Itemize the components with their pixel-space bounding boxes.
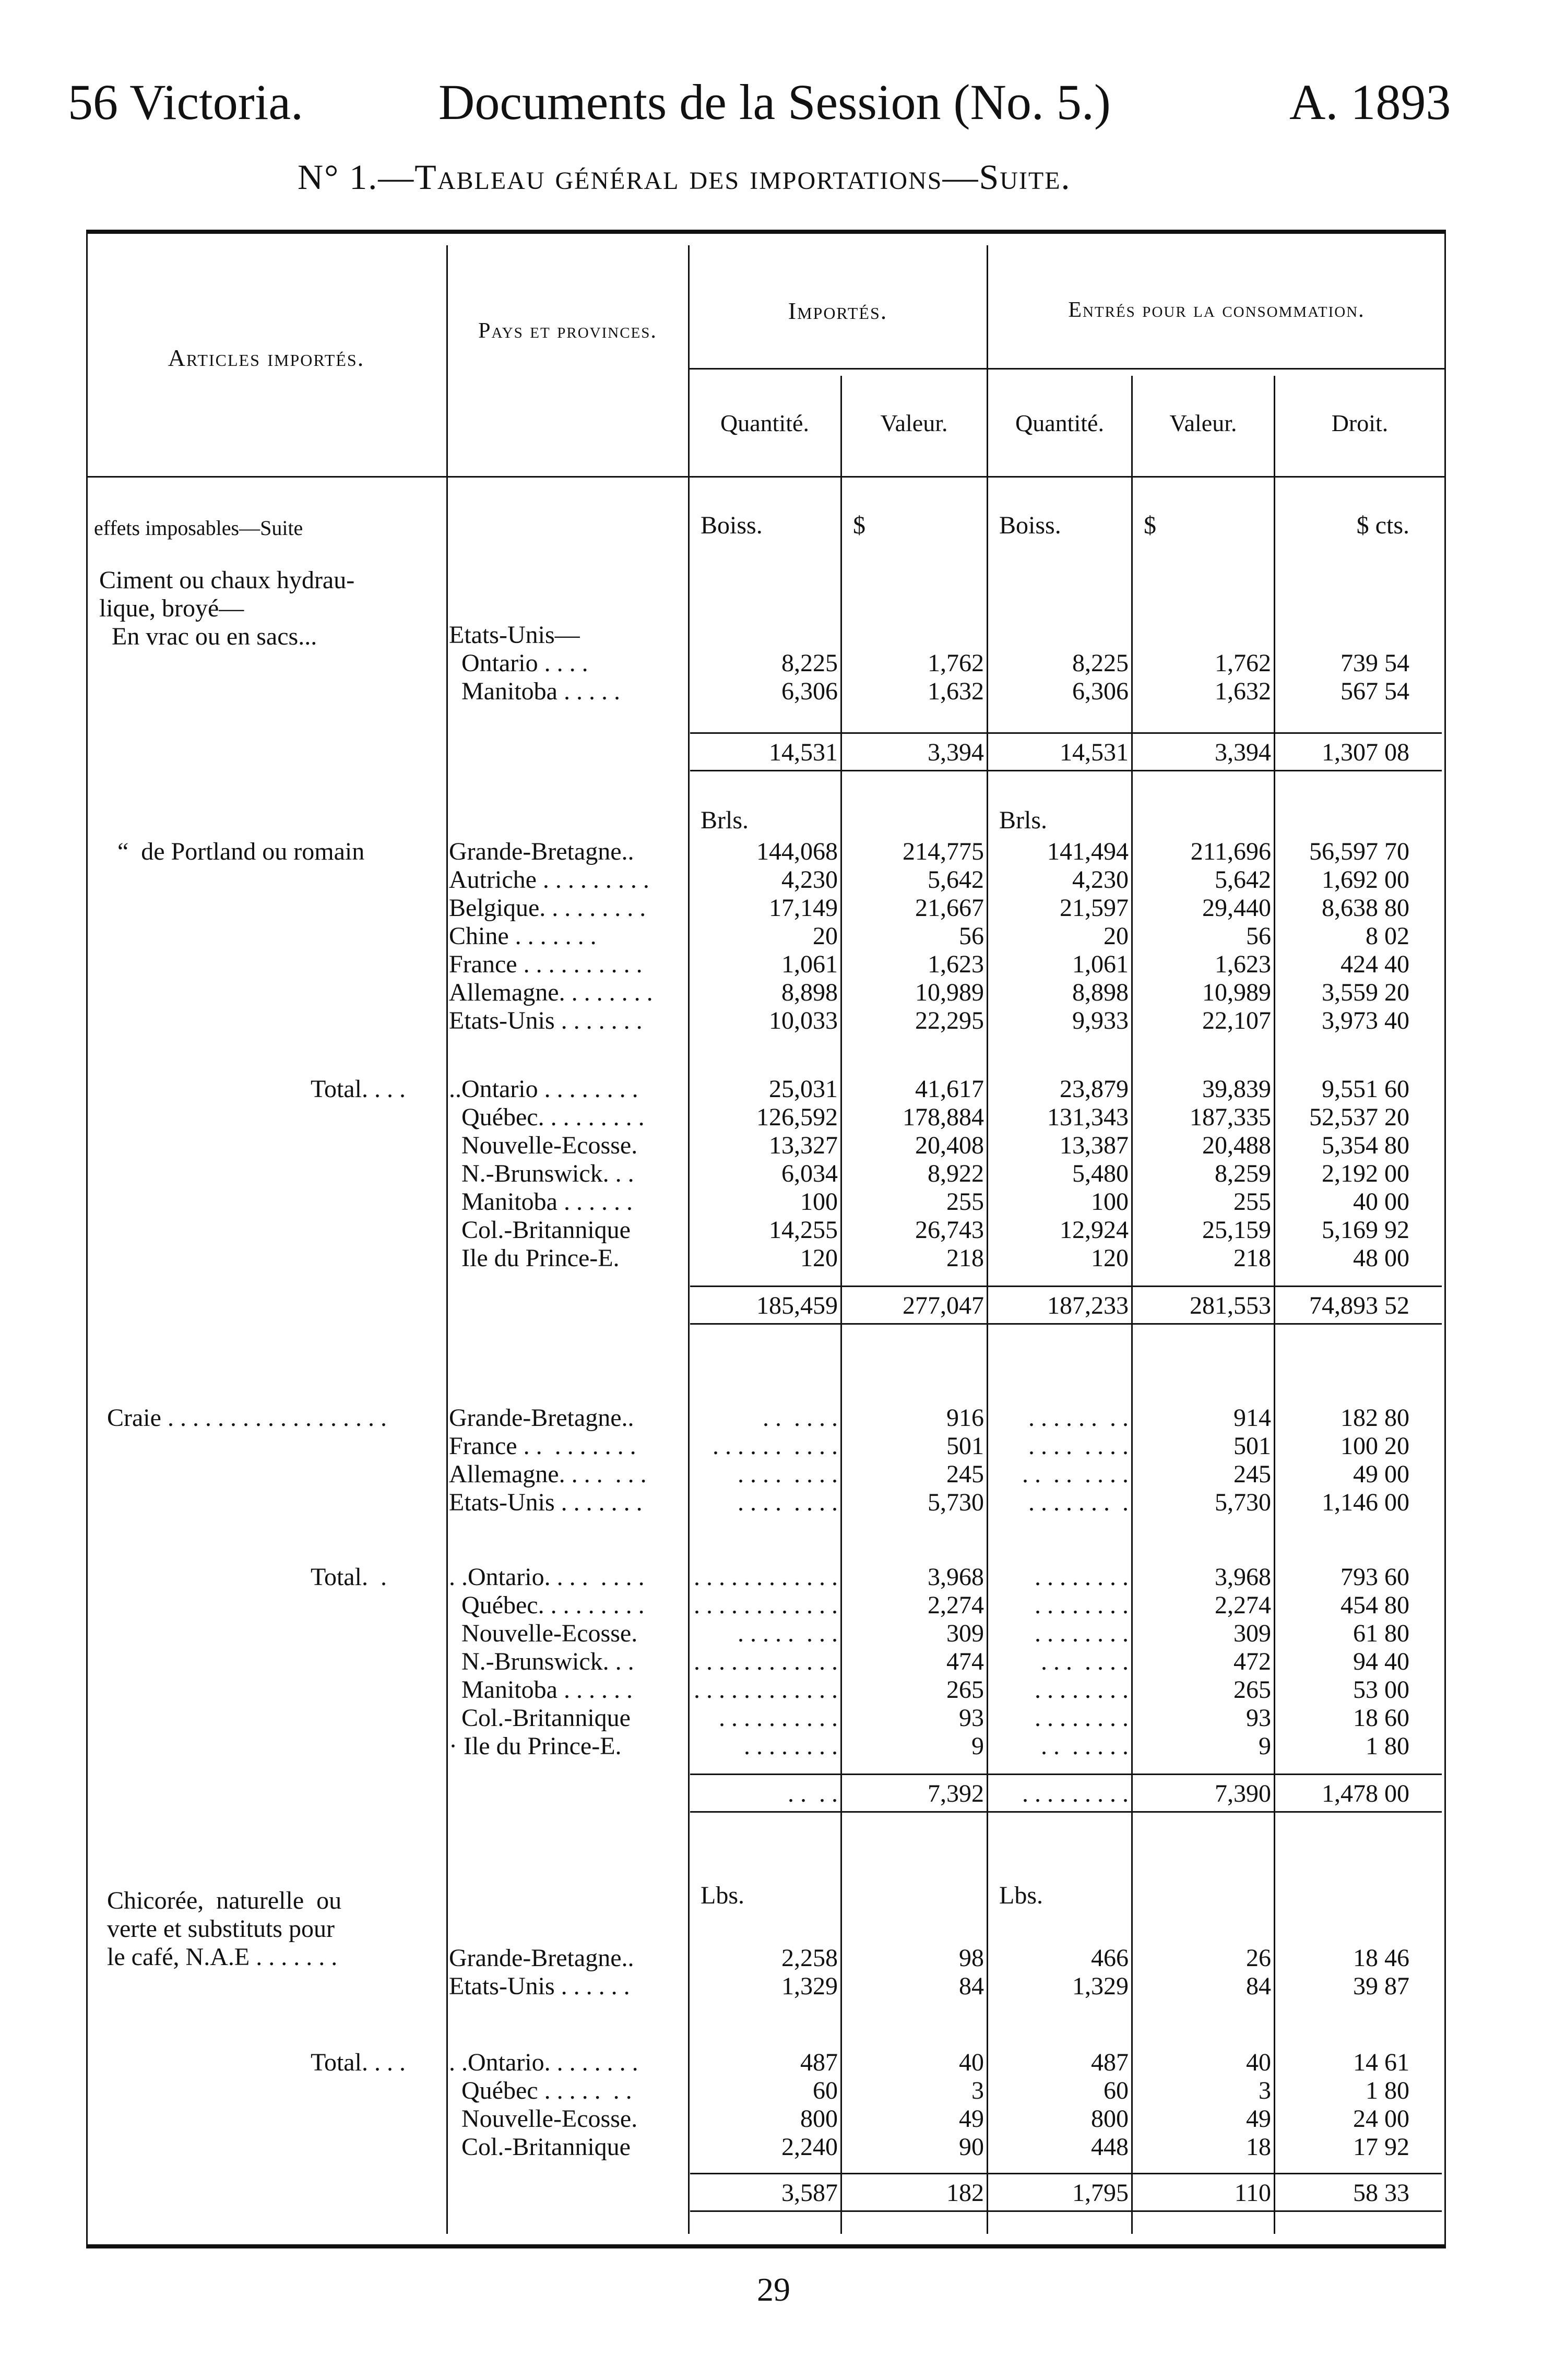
unit-label: Brls. [999,806,1048,834]
row-pays: Belgique. . . . . . . . . [449,894,646,922]
total-row-value: 93 [959,1704,984,1732]
total-row-value: 265 [1233,1676,1271,1704]
total-row-value: . . . . . . . . [744,1732,838,1760]
total-row-value: 9 [971,1732,984,1760]
total-row-value: 90 [959,2133,984,2161]
table-title: N° 1.—Tableau général des importations—Suite. [298,157,1071,197]
total-row-value: 18 [1246,2133,1271,2161]
total-value: 1,307 08 [1322,739,1409,766]
total-value: 3,394 [1215,739,1271,766]
col-sep [1131,376,1133,2234]
row-value: 8,225 [781,649,838,677]
row-value: 22,295 [915,1007,984,1034]
total-row-value: 40 [1246,2049,1271,2076]
total-row-value: 40 [959,2049,984,2076]
row-value: 10,033 [769,1007,838,1034]
total-row-value: 2,192 00 [1322,1160,1409,1187]
total-row-value: 120 [800,1244,838,1272]
total-value: 277,047 [903,1292,984,1319]
total-row-value: 2,274 [928,1591,984,1619]
total-row-value: 20,408 [915,1132,984,1159]
row-value: 21,597 [1060,894,1129,922]
row-value: 182 80 [1341,1404,1409,1432]
page-number: 29 [757,2271,790,2308]
total-row-value: . . . . . . . . [1035,1620,1129,1647]
article-name: Craie . . . . . . . . . . . . . . . . . . [107,1404,387,1432]
total-row-value: 309 [946,1620,984,1647]
row-value: . . . . . . . . [1028,1489,1129,1516]
total-rule [690,1286,1442,1287]
row-pays: Manitoba . . . . . [449,677,620,705]
total-row-value: 20,488 [1202,1132,1271,1159]
total-value: 1,478 00 [1322,1780,1409,1807]
total-row-value: 126,592 [756,1103,838,1131]
row-pays: France . . . . . . . . . . [449,950,643,978]
total-row-value: 9,551 60 [1322,1075,1409,1103]
total-row-pays: Nouvelle-Ecosse. [449,1620,638,1647]
row-value: 1,692 00 [1322,866,1409,894]
row-value: 29,440 [1202,894,1271,922]
header-left: 56 Victoria. [68,74,304,130]
total-row-value: 17 92 [1353,2133,1409,2161]
total-label: Total. . . . [311,2049,406,2076]
row-value: 6,306 [781,677,838,705]
col-valeur: Valeur. [880,410,948,436]
total-row-value: 13,387 [1060,1132,1129,1159]
row-value: 466 [1091,1944,1129,1972]
total-row-value: 474 [946,1648,984,1675]
left-rule [86,230,88,2248]
col-sep [446,245,448,2234]
row-value: 245 [1233,1460,1271,1488]
total-row-value: 8,922 [928,1160,984,1187]
total-row-value: 487 [1091,2049,1129,2076]
col-quantite: Quantité. [720,410,809,436]
total-row-value: 41,617 [915,1075,984,1103]
total-row-pays: Ile du Prince-E. [449,1244,620,1272]
total-row-value: 53 00 [1353,1676,1409,1704]
row-value: 1,623 [928,950,984,978]
total-row-value: 487 [800,2049,838,2076]
total-row-value: 100 [1091,1188,1129,1216]
row-pays: Autriche . . . . . . . . . [449,866,649,894]
total-row-value: 472 [1233,1648,1271,1675]
total-row-value: 40 00 [1353,1188,1409,1216]
row-value: . . . . . . [763,1404,838,1432]
total-row-pays: Manitoba . . . . . . [449,1188,633,1216]
row-value: 5,730 [1215,1489,1271,1516]
total-row-value: 178,884 [903,1103,984,1131]
total-row-value: 14 61 [1353,2049,1409,2076]
total-row-value: . . . . . . . [1041,1648,1129,1675]
col-entres: Entrés pour la consommation. [1068,298,1365,322]
total-row-value: 24 00 [1353,2105,1409,2133]
unit-label: $ [853,511,865,539]
total-row-value: 49 [1246,2105,1271,2133]
row-value: 501 [946,1432,984,1460]
total-value: 74,893 52 [1309,1292,1409,1319]
col-sep [840,376,842,2234]
total-row-value: 60 [813,2077,838,2104]
total-row-value: 25,031 [769,1075,838,1103]
total-rule [690,1323,1442,1325]
total-row-value: 25,159 [1202,1216,1271,1244]
col-pays: Pays et provinces. [478,319,657,343]
row-value: 916 [946,1404,984,1432]
row-value: 20 [1104,922,1129,950]
total-row-pays: ..Ontario . . . . . . . . [449,1075,638,1103]
row-value: 501 [1233,1432,1271,1460]
row-value: 56 [1246,922,1271,950]
total-row-value: . . . . . . . . [1035,1591,1129,1619]
total-row-value: . . . . . . . . [1035,1563,1129,1591]
total-value: 187,233 [1047,1292,1129,1319]
row-value: 5,642 [1215,866,1271,894]
total-row-value: 3 [1259,2077,1271,2104]
total-row-pays: Manitoba . . . . . . [449,1676,633,1704]
total-row-value: 218 [946,1244,984,1272]
row-pays: Chine . . . . . . . [449,922,597,950]
row-value: 5,730 [928,1489,984,1516]
col-valeur-2: Valeur. [1169,410,1237,436]
total-row-value: 255 [1233,1188,1271,1216]
row-value: 4,230 [781,866,838,894]
total-value: 7,392 [928,1780,984,1807]
total-row-value: 3 [971,2077,984,2104]
total-row-value: 1 80 [1366,1732,1409,1760]
total-row-value: 454 80 [1341,1591,1409,1619]
row-value: 1,762 [928,649,984,677]
row-value: 5,642 [928,866,984,894]
total-row-pays: Québec. . . . . . . . . [449,1103,645,1131]
row-value: 8 02 [1366,922,1409,950]
total-row-value: 800 [800,2105,838,2133]
total-row-value: . . . . . . . . . . . . [694,1591,838,1619]
row-value: . . . . . . . . . . [713,1432,838,1460]
total-value: 185,459 [756,1292,838,1319]
total-row-value: . . . . . . . . . . . . [694,1676,838,1704]
row-value: 3,559 20 [1322,979,1409,1006]
total-row-value: 800 [1091,2105,1129,2133]
section-heading: effets imposables—Suite [94,516,303,540]
row-value: 6,306 [1072,677,1129,705]
row-value: 1,061 [1072,950,1129,978]
unit-label: Brls. [701,806,749,834]
total-row-value: 14,255 [769,1216,838,1244]
total-row-pays: · Ile du Prince-E. [449,1732,622,1760]
total-value: 281,553 [1190,1292,1271,1319]
article-name: Chicorée, naturelle ou verte et substituts pour le café, N.A.E . . . . . . . [107,1887,342,1971]
unit-label: Lbs. [701,1882,744,1909]
total-row-pays: Nouvelle-Ecosse. [449,1132,638,1159]
row-pays: Ontario . . . . [449,649,588,677]
unit-label: Boiss. [999,511,1061,539]
total-row-value: 448 [1091,2133,1129,2161]
row-value: 26 [1246,1944,1271,1972]
unit-label: $ [1144,511,1156,539]
total-row-value: 39,839 [1202,1075,1271,1103]
row-value: 1,329 [781,1972,838,2000]
total-row-pays: N.-Brunswick. . . [449,1160,634,1187]
row-pays: France . . . . . . . . . [449,1432,636,1460]
row-value: 10,989 [1202,979,1271,1006]
row-value: . . . . . . . . [1028,1404,1129,1432]
row-pays: Etats-Unis . . . . . . [449,1972,630,2000]
row-pays: Etats-Unis . . . . . . . [449,1007,643,1034]
col-sep [1274,376,1275,2234]
row-value: . . . . . . . . [738,1460,838,1488]
row-value: 8,638 80 [1322,894,1409,922]
row-value: 22,107 [1202,1007,1271,1034]
total-value: 14,531 [1060,739,1129,766]
total-row-value: 23,879 [1060,1075,1129,1103]
total-row-pays: . .Ontario. . . . . . . . [449,1563,645,1591]
row-value: . . . . . . . . [1022,1460,1129,1488]
total-row-value: 18 60 [1353,1704,1409,1732]
total-value: 110 [1234,2179,1271,2207]
total-row-value: . . . . . . . [1041,1732,1129,1760]
row-value: 424 40 [1341,950,1409,978]
col-sep [987,245,988,2234]
total-row-value: . . . . . . . . . . [719,1704,838,1732]
total-row-value: 3,968 [1215,1563,1271,1591]
row-value: 84 [959,1972,984,2000]
total-rule [690,1774,1442,1775]
total-value: 3,587 [781,2179,838,2207]
total-rule [690,1811,1442,1813]
total-row-value: 60 [1104,2077,1129,2104]
row-value: 17,149 [769,894,838,922]
row-value: 1,329 [1072,1972,1129,2000]
total-row-pays: Col.-Britannique [449,2133,631,2161]
row-value: 141,494 [1047,838,1129,865]
row-value: 1,632 [928,677,984,705]
col-droit: Droit. [1331,410,1389,436]
total-row-pays: Nouvelle-Ecosse. [449,2105,638,2133]
row-value: 84 [1246,1972,1271,2000]
total-row-value: 6,034 [781,1160,838,1187]
total-row-value: 187,335 [1190,1103,1271,1131]
row-value: 245 [946,1460,984,1488]
row-value: 56 [959,922,984,950]
total-row-pays: N.-Brunswick. . . [449,1648,634,1675]
col-quantite-2: Quantité. [1015,410,1104,436]
total-row-value: 131,343 [1047,1103,1129,1131]
row-value: 49 00 [1353,1460,1409,1488]
header-sub-rule [688,368,1445,370]
total-value: 7,390 [1215,1780,1271,1807]
total-row-value: 9 [1259,1732,1271,1760]
total-row-pays: Québec . . . . . . . [449,2077,632,2104]
total-row-value: 93 [1246,1704,1271,1732]
total-row-value: 94 40 [1353,1648,1409,1675]
total-value: 58 33 [1353,2179,1409,2207]
row-value: 567 54 [1341,677,1409,705]
total-row-value: 309 [1233,1620,1271,1647]
header-bottom-rule [86,476,1446,478]
row-pays: Allemagne. . . . . . . [449,1460,647,1488]
unit-label: Boiss. [701,511,763,539]
row-value: 144,068 [756,838,838,865]
top-rule [86,230,1446,234]
total-row-value: 265 [946,1676,984,1704]
row-value: 4,230 [1072,866,1129,894]
total-row-value: 1 80 [1366,2077,1409,2104]
total-value: 182 [946,2179,984,2207]
total-rule [690,2173,1442,2174]
row-value: 914 [1233,1404,1271,1432]
row-value: 20 [813,922,838,950]
row-pays: Grande-Bretagne.. [449,838,634,865]
row-value: 9,933 [1072,1007,1129,1034]
row-pays: Grande-Bretagne.. [449,1944,634,1972]
row-value: 56,597 70 [1309,838,1409,865]
right-rule [1444,230,1446,2248]
total-row-value: 5,169 92 [1322,1216,1409,1244]
total-value: 1,795 [1072,2179,1129,2207]
row-value: 18 46 [1353,1944,1409,1972]
total-row-value: 255 [946,1188,984,1216]
row-value: 21,667 [915,894,984,922]
total-row-value: . . . . . . . . [738,1620,838,1647]
row-pays: Etats-Unis . . . . . . . [449,1489,643,1516]
row-value: 1,632 [1215,677,1271,705]
total-row-value: 5,354 80 [1322,1132,1409,1159]
row-value: 214,775 [903,838,984,865]
row-value: 3,973 40 [1322,1007,1409,1034]
row-value: 100 20 [1341,1432,1409,1460]
row-value: 211,696 [1190,838,1271,865]
total-value: 14,531 [769,739,838,766]
unit-label: Lbs. [999,1882,1043,1909]
total-row-value: . . . . . . . . . . . . [694,1563,838,1591]
bottom-rule [86,2244,1446,2248]
total-row-value: 218 [1233,1244,1271,1272]
header-center: Documents de la Session (No. 5.) [438,74,1111,130]
row-value: 8,225 [1072,649,1129,677]
row-value: 39 87 [1353,1972,1409,2000]
total-row-pays: Col.-Britannique [449,1704,631,1732]
total-row-value: 100 [800,1188,838,1216]
total-row-value: 26,743 [915,1216,984,1244]
total-value: . . . . [788,1780,838,1807]
total-row-value: 13,327 [769,1132,838,1159]
total-row-value: 61 80 [1353,1620,1409,1647]
total-rule [690,770,1442,771]
total-row-value: 48 00 [1353,1244,1409,1272]
total-value: 3,394 [928,739,984,766]
row-value: 739 54 [1341,649,1409,677]
row-value: 8,898 [781,979,838,1006]
col-importes: Importés. [788,298,888,324]
row-value: 1,762 [1215,649,1271,677]
row-value: . . . . . . . . [1028,1432,1129,1460]
header-right: A. 1893 [1289,74,1451,130]
row-value: 1,061 [781,950,838,978]
total-label: Total. . . . [311,1075,406,1103]
total-row-value: 793 60 [1341,1563,1409,1591]
row-value: 8,898 [1072,979,1129,1006]
row-pays: Allemagne. . . . . . . . [449,979,653,1006]
article-name: “ de Portland ou romain [117,838,365,865]
total-row-value: 2,240 [781,2133,838,2161]
total-row-value: 49 [959,2105,984,2133]
row-value: . . . . . . . . [738,1489,838,1516]
row-value: 1,146 00 [1322,1489,1409,1516]
total-rule [690,2210,1442,2212]
row-pays: Etats-Unis— [449,621,580,649]
total-row-value: 8,259 [1215,1160,1271,1187]
row-value: 10,989 [915,979,984,1006]
unit-label: $ cts. [1356,511,1409,539]
total-label: Total. . [311,1563,387,1591]
article-name: Ciment ou chaux hydrau- lique, broyé— En vrac ou en sacs... [99,566,355,650]
total-row-value: 52,537 20 [1309,1103,1409,1131]
total-row-pays: Québec. . . . . . . . . [449,1591,645,1619]
total-row-value: 5,480 [1072,1160,1129,1187]
total-row-value: 2,274 [1215,1591,1271,1619]
row-pays: Grande-Bretagne.. [449,1404,634,1432]
total-row-value: 120 [1091,1244,1129,1272]
total-value: . . . . . . . . . [1022,1780,1129,1807]
row-value: 98 [959,1944,984,1972]
total-row-value: . . . . . . . . [1035,1704,1129,1732]
col-articles: Articles importés. [168,344,365,371]
total-row-pays: . .Ontario. . . . . . . . [449,2049,638,2076]
row-value: 2,258 [781,1944,838,1972]
total-row-value: . . . . . . . . [1035,1676,1129,1704]
total-row-value: . . . . . . . . . . . . [694,1648,838,1675]
total-row-pays: Col.-Britannique [449,1216,631,1244]
total-row-value: 3,968 [928,1563,984,1591]
total-rule [690,732,1442,734]
row-value: 1,623 [1215,950,1271,978]
total-row-value: 12,924 [1060,1216,1129,1244]
